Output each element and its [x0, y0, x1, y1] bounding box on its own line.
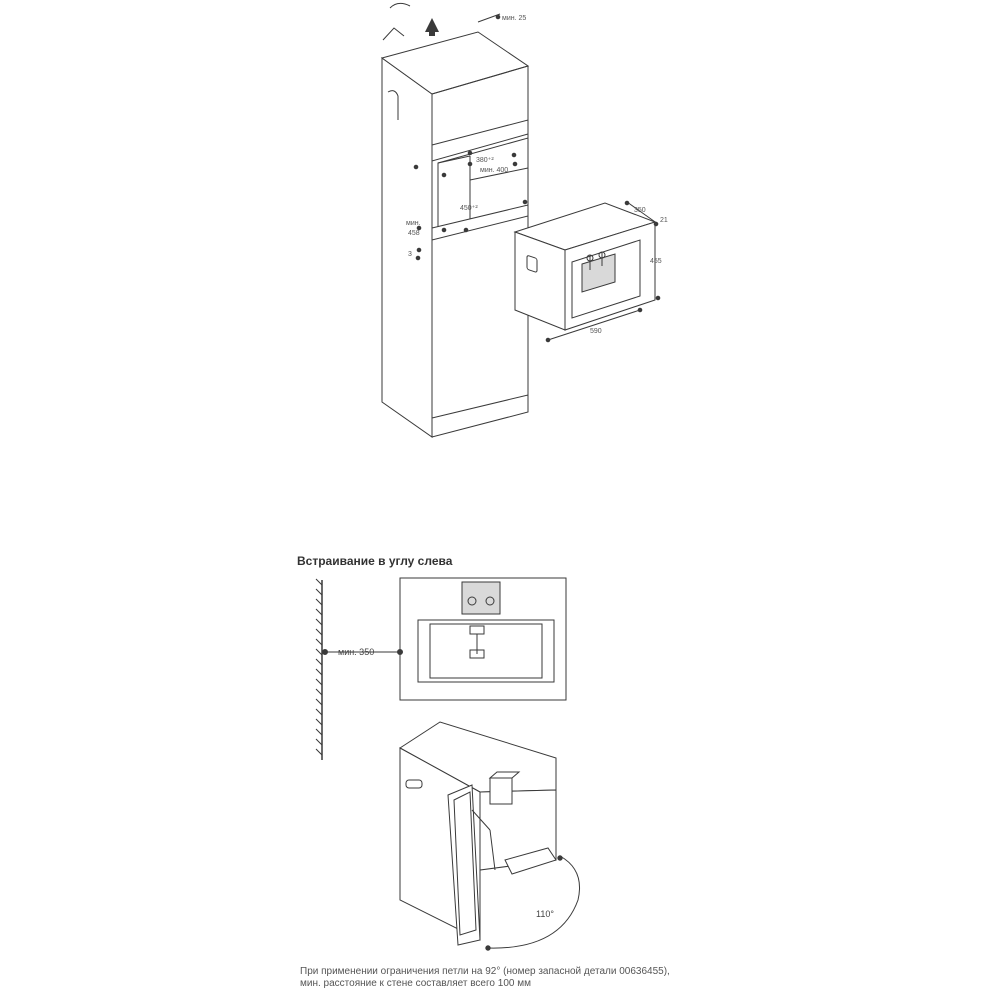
dim-21: 21: [660, 217, 668, 224]
section-title: Встраивание в углу слева: [297, 554, 453, 568]
airflow-arrow-icon: [383, 3, 439, 40]
dim-min400: мин. 400: [480, 167, 509, 174]
tall-cabinet: [382, 32, 528, 437]
dim-3: 3: [408, 251, 412, 258]
dim-380: 380⁺²: [476, 157, 494, 164]
wall-hatch: [316, 579, 322, 760]
footnote-line-2: мин. расстояние к стене составляет всего 100 мм: [300, 978, 531, 989]
footnote-line-1: При применении ограничения петли на 92° (номер запасной детали 00636455),: [300, 966, 670, 977]
coffee-machine-unit: [515, 201, 660, 342]
door-angle-label: 110°: [536, 909, 554, 919]
dim-min25: мин. 25: [502, 15, 527, 22]
dim-455: 455: [650, 258, 662, 265]
dim-min350: мин. 350: [338, 647, 375, 657]
dim-350: 350: [634, 207, 646, 214]
front-view-niche: [322, 578, 566, 700]
dim-450: 450⁺²: [460, 205, 478, 212]
footnote: [300, 966, 820, 990]
dim-min-label: мин.: [406, 220, 421, 227]
dim-590: 590: [590, 328, 602, 335]
dim-458: 458: [408, 230, 420, 237]
